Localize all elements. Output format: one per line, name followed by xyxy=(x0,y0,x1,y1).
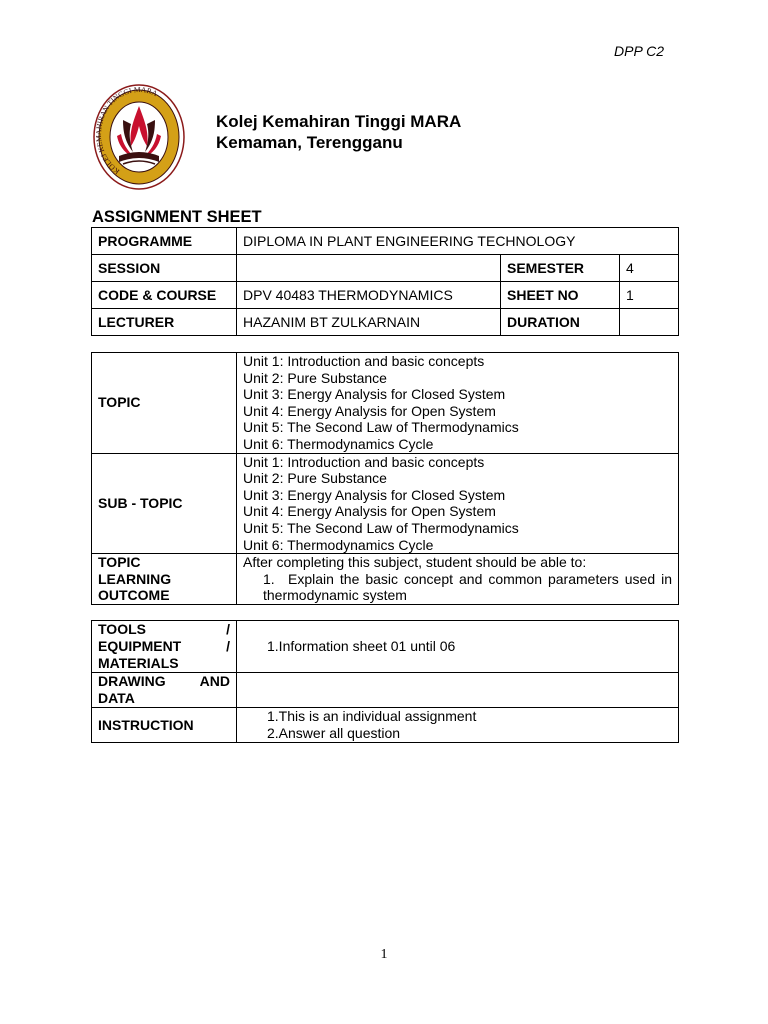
tlo-label xyxy=(92,554,237,605)
table-row xyxy=(92,453,679,554)
duration-value xyxy=(620,309,679,336)
topic-list xyxy=(237,353,679,454)
tlo-intro: After completing this subject, student should be able to: xyxy=(243,554,587,571)
list-item: Unit 3: Energy Analysis for Closed System xyxy=(243,386,506,403)
subtopic-list xyxy=(237,453,679,554)
tools-label-word: TOOLS xyxy=(98,621,146,637)
logo-ring-text: KOLEJ KEMAHIRAN TINGGI MARA xyxy=(93,84,159,177)
tlo-label-line: LEARNING xyxy=(98,570,172,587)
list-item: Unit 3: Energy Analysis for Closed System xyxy=(243,486,506,503)
tools-label xyxy=(92,621,237,673)
institution-name xyxy=(216,111,461,153)
topic-label: TOPIC xyxy=(92,353,237,454)
programme-value: DIPLOMA IN PLANT ENGINEERING TECHNOLOGY xyxy=(237,228,679,255)
session-value xyxy=(237,255,501,282)
tools-label-slash: / xyxy=(226,621,230,637)
drawing-label-word: AND xyxy=(199,673,230,689)
table-row xyxy=(92,309,679,336)
table-row xyxy=(92,673,679,708)
instruction-label: INSTRUCTION xyxy=(92,708,237,743)
lecturer-label: LECTURER xyxy=(92,309,237,336)
programme-label: PROGRAMME xyxy=(92,228,237,255)
list-item: Unit 4: Energy Analysis for Open System xyxy=(243,402,496,419)
table-row xyxy=(92,621,679,673)
semester-label: SEMESTER xyxy=(501,255,620,282)
list-item: Unit 5: The Second Law of Thermodynamics xyxy=(243,519,519,536)
tlo-content xyxy=(237,554,679,605)
list-item: Unit 5: The Second Law of Thermodynamics xyxy=(243,419,519,436)
list-item: Unit 6: Thermodynamics Cycle xyxy=(243,435,434,452)
lecturer-value: HAZANIM BT ZULKARNAIN xyxy=(237,309,501,336)
list-item: Unit 6: Thermodynamics Cycle xyxy=(243,536,434,553)
code-value: DPV 40483 THERMODYNAMICS xyxy=(237,282,501,309)
document-code: DPP C2 xyxy=(614,43,665,59)
table-row xyxy=(92,282,679,309)
drawing-label xyxy=(92,673,237,708)
list-item: Unit 2: Pure Substance xyxy=(243,369,387,386)
sheet-no-value: 1 xyxy=(620,282,679,309)
tools-value xyxy=(237,621,679,673)
list-item: Unit 1: Introduction and basic concepts xyxy=(243,453,485,470)
subtopic-label: SUB - TOPIC xyxy=(92,453,237,554)
instruction-list xyxy=(237,708,679,743)
college-logo xyxy=(93,84,185,191)
course-info-table xyxy=(91,227,679,336)
code-label: CODE & COURSE xyxy=(92,282,237,309)
list-item: Unit 1: Introduction and basic concepts xyxy=(243,353,485,369)
list-item: Unit 2: Pure Substance xyxy=(243,470,387,487)
tools-label-word: EQUIPMENT xyxy=(98,638,182,654)
resources-table xyxy=(91,620,679,743)
tools-label-word: MATERIALS xyxy=(98,655,179,671)
sheet-no-label: SHEET NO xyxy=(501,282,620,309)
topic-table xyxy=(91,352,679,605)
table-row xyxy=(92,708,679,743)
page-number: 1 xyxy=(380,947,388,962)
tlo-item-text: Explain the basic concept and common parameters used in thermodynamic system xyxy=(263,570,672,604)
table-row xyxy=(92,255,679,282)
tools-value-text: 1.Information sheet 01 until 06 xyxy=(267,638,456,654)
tlo-label-line: TOPIC xyxy=(98,554,141,571)
institution-line-2: Kemaman, Terengganu xyxy=(216,133,403,152)
drawing-label-word: DATA xyxy=(98,690,135,706)
tlo-label-line: OUTCOME xyxy=(98,587,170,604)
list-item: 1.This is an individual assignment xyxy=(267,708,477,724)
table-row xyxy=(92,353,679,454)
list-item: Unit 4: Energy Analysis for Open System xyxy=(243,503,496,520)
sheet-title: ASSIGNMENT SHEET xyxy=(92,208,262,226)
list-item: 2.Answer all question xyxy=(267,725,401,741)
table-row xyxy=(92,554,679,605)
tools-label-slash: / xyxy=(226,638,230,654)
drawing-label-word: DRAWING xyxy=(98,673,166,689)
table-row xyxy=(92,228,679,255)
drawing-value xyxy=(237,673,679,708)
semester-value: 4 xyxy=(620,255,679,282)
tlo-item xyxy=(243,571,672,604)
institution-line-1: Kolej Kemahiran Tinggi MARA xyxy=(216,112,462,131)
duration-label: DURATION xyxy=(501,309,620,336)
tlo-item-number: 1. xyxy=(263,570,275,587)
session-label: SESSION xyxy=(92,255,237,282)
